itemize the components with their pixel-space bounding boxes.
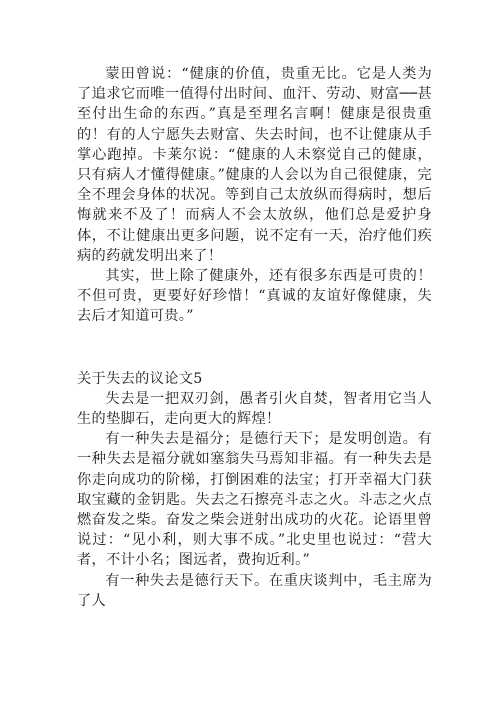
paragraph-double-edged-sword: 失去是一把双刃剑，愚者引火自焚，智者用它当人生的垫脚石，走向更大的辉煌！	[77, 390, 432, 428]
section-spacer	[77, 327, 432, 369]
paragraph-loss-is-blessing: 有一种失去是福分；是德行天下；是发明创造。有一种失去是福分就如塞翁失马焉知非福。有一种失去是你走向成功的阶梯，打倒困难的法宝；打开幸福大门获取宝藏的金钥匙。失去之石擦亮斗志之火。斗志之火点燃奋发之柴。奋发之柴会迸射出成功的火花。论语里曾说过：“见小利，则大事不成。”北史里也说过：“营大者，不计小名；图远者，费拘近利。”	[77, 431, 432, 569]
document-page	[77, 64, 432, 611]
paragraph-other-precious-things: 其实，世上除了健康外，还有很多东西是可贵的！不但可贵，更要好好珍惜！“真诚的友谊好像健康，失去后才知道可贵。”	[77, 268, 432, 325]
section-title: 关于失去的议论文5	[77, 370, 203, 387]
paragraph-health-value: 蒙田曾说：“健康的价值，贵重无比。它是人类为了追求它而唯一值得付出时间、血汗、劳动、财富──甚至付出生命的东西。”真是至理名言啊！健康是很贵重的！有的人宁愿失去财富、失去时间，也不让健康从手掌心跑掉。卡莱尔说：“健康的人未察觉自己的健康，只有病人才懂得健康。”健康的人会以为自己很健康，完全不理会身体的状况。等到自己太放纵而得病时，想后悔就来不及了！而病人不会太放纵，他们总是爱护身体，不让健康出更多问题，说不定有一天，治疗他们疾病的药就发明出来了！	[77, 66, 432, 264]
paragraph-loss-is-virtue: 有一种失去是德行天下。在重庆谈判中，毛主席为了人	[77, 572, 432, 609]
